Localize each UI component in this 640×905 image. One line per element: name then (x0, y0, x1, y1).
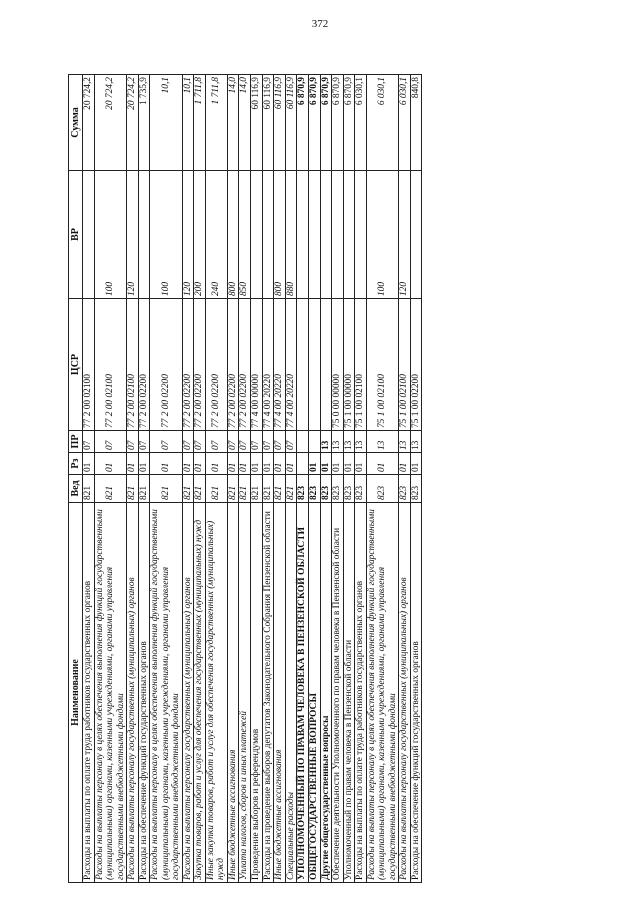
table-row (399, 75, 411, 883)
table-row (343, 75, 355, 883)
cell-csr: 75 0 00 00000 (332, 299, 344, 431)
cell-name: ОБЩЕГОСУДАРСТВЕННЫЕ ВОПРОСЫ (308, 503, 320, 883)
cell-pr: 13 (355, 431, 367, 453)
cell-sum: 6 870,9 (308, 75, 320, 171)
cell-csr: 77 2 00 02200 (194, 299, 206, 431)
cell-csr: 77 2 00 02200 (182, 299, 194, 431)
cell-name: Обеспечение деятельности Уполномоченного по правам человека в Пензенской области (332, 503, 344, 883)
cell-ved: 823 (320, 475, 332, 503)
cell-vr: 880 (285, 171, 297, 299)
table-row (285, 75, 297, 883)
cell-vr (332, 171, 344, 299)
cell-rz: 01 (182, 453, 194, 475)
cell-ved: 821 (285, 475, 297, 503)
cell-rz: 01 (262, 453, 274, 475)
cell-sum: 60 116,9 (262, 75, 274, 171)
cell-ved: 821 (262, 475, 274, 503)
cell-rz: 01 (320, 453, 332, 475)
cell-sum: 6 870,9 (320, 75, 332, 171)
cell-rz: 01 (94, 453, 127, 475)
cell-sum: 14,0 (239, 75, 251, 171)
cell-vr: 120 (182, 171, 194, 299)
cell-csr: 77 2 00 02100 (127, 299, 139, 431)
cell-csr: 77 4 00 20220 (274, 299, 286, 431)
table-row (410, 75, 422, 883)
cell-sum: 10,1 (150, 75, 183, 171)
cell-vr (320, 171, 332, 299)
cell-csr: 77 2 00 02200 (150, 299, 183, 431)
page-number: 372 (311, 18, 329, 30)
cell-csr: 75 1 00 02100 (399, 299, 411, 431)
cell-csr: 77 2 00 02200 (205, 299, 227, 431)
cell-csr: 77 2 00 02200 (138, 299, 150, 431)
cell-pr: 07 (285, 431, 297, 453)
cell-sum: 6 870,9 (343, 75, 355, 171)
cell-name: Расходы на выплаты персоналу в целях обеспечения выполнения функций государственными (муниципальными) органами, казенными учреждениями, органами управления государственными внебюджетными фондами (366, 503, 399, 883)
table-row (320, 75, 332, 883)
cell-ved: 821 (138, 475, 150, 503)
cell-ved: 821 (194, 475, 206, 503)
cell-rz: 01 (308, 453, 320, 475)
cell-name: Расходы на выплаты персоналу в целях обеспечения выполнения функций государственными (муниципальными) органами, казенными учреждениями, органами управления государственными внебюджетными фондами (150, 503, 183, 883)
cell-name: Уполномоченный по правам человека в Пензенской области (343, 503, 355, 883)
cell-name: Иные бюджетные ассигнования (227, 503, 239, 883)
cell-sum: 20 724,2 (127, 75, 139, 171)
cell-name: Иные закупки товаров, работ и услуг для обеспечения государственных (муниципальных) нужд (205, 503, 227, 883)
cell-pr: 13 (320, 431, 332, 453)
cell-vr (262, 171, 274, 299)
cell-rz: 01 (83, 453, 95, 475)
cell-csr: 75 1 00 02100 (355, 299, 367, 431)
cell-vr: 120 (127, 171, 139, 299)
cell-vr (355, 171, 367, 299)
cell-name: Другие общегосударственные вопросы (320, 503, 332, 883)
cell-pr: 13 (332, 431, 344, 453)
table-row (194, 75, 206, 883)
cell-name: Закупка товаров, работ и услуг для обеспечения государственных (муниципальных) нужд (194, 503, 206, 883)
table-row (297, 75, 309, 883)
cell-sum: 6 870,9 (297, 75, 309, 171)
cell-rz: 01 (127, 453, 139, 475)
cell-name: Расходы на обеспечение функций государственных органов (138, 503, 150, 883)
cell-ved: 821 (239, 475, 251, 503)
cell-pr: 13 (410, 431, 422, 453)
cell-vr: 240 (205, 171, 227, 299)
cell-sum: 840,8 (410, 75, 422, 171)
rotated-table-container (68, 75, 592, 883)
cell-rz: 01 (343, 453, 355, 475)
cell-sum: 20 724,2 (94, 75, 127, 171)
cell-vr (83, 171, 95, 299)
cell-pr (297, 431, 309, 453)
cell-rz: 01 (410, 453, 422, 475)
cell-name: Проведение выборов и референдумов (250, 503, 262, 883)
cell-rz: 01 (250, 453, 262, 475)
table-row (127, 75, 139, 883)
cell-rz: 01 (355, 453, 367, 475)
cell-ved: 821 (205, 475, 227, 503)
cell-name: Расходы на выплаты по оплате труда работников государственных органов (355, 503, 367, 883)
cell-name: Иные бюджетные ассигнования (274, 503, 286, 883)
cell-sum: 60 116,9 (274, 75, 286, 171)
cell-pr: 07 (274, 431, 286, 453)
cell-name: Расходы на выплаты персоналу государственных (муниципальных) органов (399, 503, 411, 883)
cell-vr: 120 (399, 171, 411, 299)
cell-sum: 1 711,8 (194, 75, 206, 171)
header-rz: Рз (69, 453, 83, 475)
cell-pr: 07 (227, 431, 239, 453)
cell-vr: 800 (274, 171, 286, 299)
budget-table (68, 74, 422, 883)
cell-vr (308, 171, 320, 299)
table-row (239, 75, 251, 883)
cell-sum: 6 030,1 (355, 75, 367, 171)
cell-pr: 07 (138, 431, 150, 453)
table-body (83, 75, 422, 883)
table-row (205, 75, 227, 883)
cell-ved: 821 (94, 475, 127, 503)
cell-vr: 100 (366, 171, 399, 299)
cell-sum: 6 870,9 (332, 75, 344, 171)
table-row (250, 75, 262, 883)
cell-rz: 01 (205, 453, 227, 475)
cell-name: Расходы на выплаты персоналу государственных (муниципальных) органов (182, 503, 194, 883)
cell-pr: 07 (83, 431, 95, 453)
cell-sum: 6 030,1 (366, 75, 399, 171)
table-header-row (69, 75, 83, 883)
cell-sum: 1 735,9 (138, 75, 150, 171)
table-row (332, 75, 344, 883)
cell-name: Расходы на проведение выборов депутатов Законодательного Собрания Пензенской области (262, 503, 274, 883)
cell-name: Специальные расходы (285, 503, 297, 883)
cell-ved: 823 (343, 475, 355, 503)
table-row (138, 75, 150, 883)
header-ved: Вед (69, 475, 83, 503)
cell-ved: 823 (308, 475, 320, 503)
cell-vr: 850 (239, 171, 251, 299)
table-row (366, 75, 399, 883)
table-row (274, 75, 286, 883)
cell-pr: 13 (343, 431, 355, 453)
cell-sum: 60 116,9 (250, 75, 262, 171)
cell-ved: 823 (399, 475, 411, 503)
cell-sum: 14,0 (227, 75, 239, 171)
cell-ved: 821 (250, 475, 262, 503)
cell-pr: 13 (366, 431, 399, 453)
cell-ved: 821 (83, 475, 95, 503)
cell-rz (297, 453, 309, 475)
cell-vr (138, 171, 150, 299)
cell-sum: 6 030,1 (399, 75, 411, 171)
cell-ved: 821 (274, 475, 286, 503)
cell-pr: 07 (239, 431, 251, 453)
header-name: Наименование (69, 503, 83, 883)
cell-ved: 823 (355, 475, 367, 503)
cell-csr: 77 2 00 02100 (94, 299, 127, 431)
cell-csr: 77 2 00 02100 (83, 299, 95, 431)
table-row (308, 75, 320, 883)
cell-name: УПОЛНОМОЧЕННЫЙ ПО ПРАВАМ ЧЕЛОВЕКА В ПЕНЗЕНСКОЙ ОБЛАСТИ (297, 503, 309, 883)
cell-csr (320, 299, 332, 431)
cell-name: Расходы на выплаты персоналу в целях обеспечения выполнения функций государственными (муниципальными) органами, казенными учреждениями, органами управления государственными внебюджетными фондами (94, 503, 127, 883)
cell-pr: 07 (182, 431, 194, 453)
cell-ved: 823 (297, 475, 309, 503)
cell-pr: 07 (205, 431, 227, 453)
table-row (94, 75, 127, 883)
cell-vr: 100 (150, 171, 183, 299)
cell-vr: 200 (194, 171, 206, 299)
cell-vr (250, 171, 262, 299)
cell-name: Уплата налогов, сборов и иных платежей (239, 503, 251, 883)
cell-csr: 75 1 00 02200 (410, 299, 422, 431)
cell-ved: 823 (410, 475, 422, 503)
cell-rz: 01 (239, 453, 251, 475)
cell-vr: 100 (94, 171, 127, 299)
cell-rz: 01 (274, 453, 286, 475)
cell-sum: 60 116,9 (285, 75, 297, 171)
cell-rz: 01 (194, 453, 206, 475)
cell-csr (308, 299, 320, 431)
header-vr: ВР (69, 171, 83, 299)
table-row (182, 75, 194, 883)
cell-ved: 821 (227, 475, 239, 503)
table-row (83, 75, 95, 883)
cell-vr (297, 171, 309, 299)
cell-csr: 75 1 00 00000 (343, 299, 355, 431)
cell-csr: 77 4 00 20220 (262, 299, 274, 431)
cell-csr (297, 299, 309, 431)
cell-pr: 07 (127, 431, 139, 453)
cell-sum: 1 711,8 (205, 75, 227, 171)
cell-ved: 821 (127, 475, 139, 503)
cell-rz: 01 (285, 453, 297, 475)
cell-rz: 01 (150, 453, 183, 475)
cell-pr: 07 (150, 431, 183, 453)
cell-ved: 823 (366, 475, 399, 503)
cell-rz: 01 (332, 453, 344, 475)
header-pr: ПР (69, 431, 83, 453)
table-row (355, 75, 367, 883)
cell-rz: 01 (138, 453, 150, 475)
cell-pr: 07 (250, 431, 262, 453)
cell-vr (410, 171, 422, 299)
cell-csr: 77 2 00 02200 (227, 299, 239, 431)
table-row (227, 75, 239, 883)
table-row (150, 75, 183, 883)
cell-csr: 77 4 00 20220 (285, 299, 297, 431)
header-csr: ЦСР (69, 299, 83, 431)
cell-rz: 01 (399, 453, 411, 475)
cell-sum: 10,1 (182, 75, 194, 171)
cell-vr: 800 (227, 171, 239, 299)
cell-vr (343, 171, 355, 299)
cell-sum: 20 724,2 (83, 75, 95, 171)
cell-rz: 01 (227, 453, 239, 475)
cell-pr: 13 (399, 431, 411, 453)
cell-name: Расходы на выплаты по оплате труда работников государственных органов (83, 503, 95, 883)
cell-ved: 821 (150, 475, 183, 503)
header-sum: Сумма (69, 75, 83, 171)
cell-pr: 07 (262, 431, 274, 453)
cell-name: Расходы на обеспечение функций государственных органов (410, 503, 422, 883)
cell-csr: 75 1 00 02100 (366, 299, 399, 431)
cell-ved: 823 (332, 475, 344, 503)
cell-name: Расходы на выплаты персоналу государственных (муниципальных) органов (127, 503, 139, 883)
cell-ved: 821 (182, 475, 194, 503)
cell-pr (308, 431, 320, 453)
cell-csr: 77 2 00 02200 (239, 299, 251, 431)
cell-rz: 01 (366, 453, 399, 475)
cell-pr: 07 (94, 431, 127, 453)
cell-pr: 07 (194, 431, 206, 453)
cell-csr: 77 4 00 00000 (250, 299, 262, 431)
table-row (262, 75, 274, 883)
